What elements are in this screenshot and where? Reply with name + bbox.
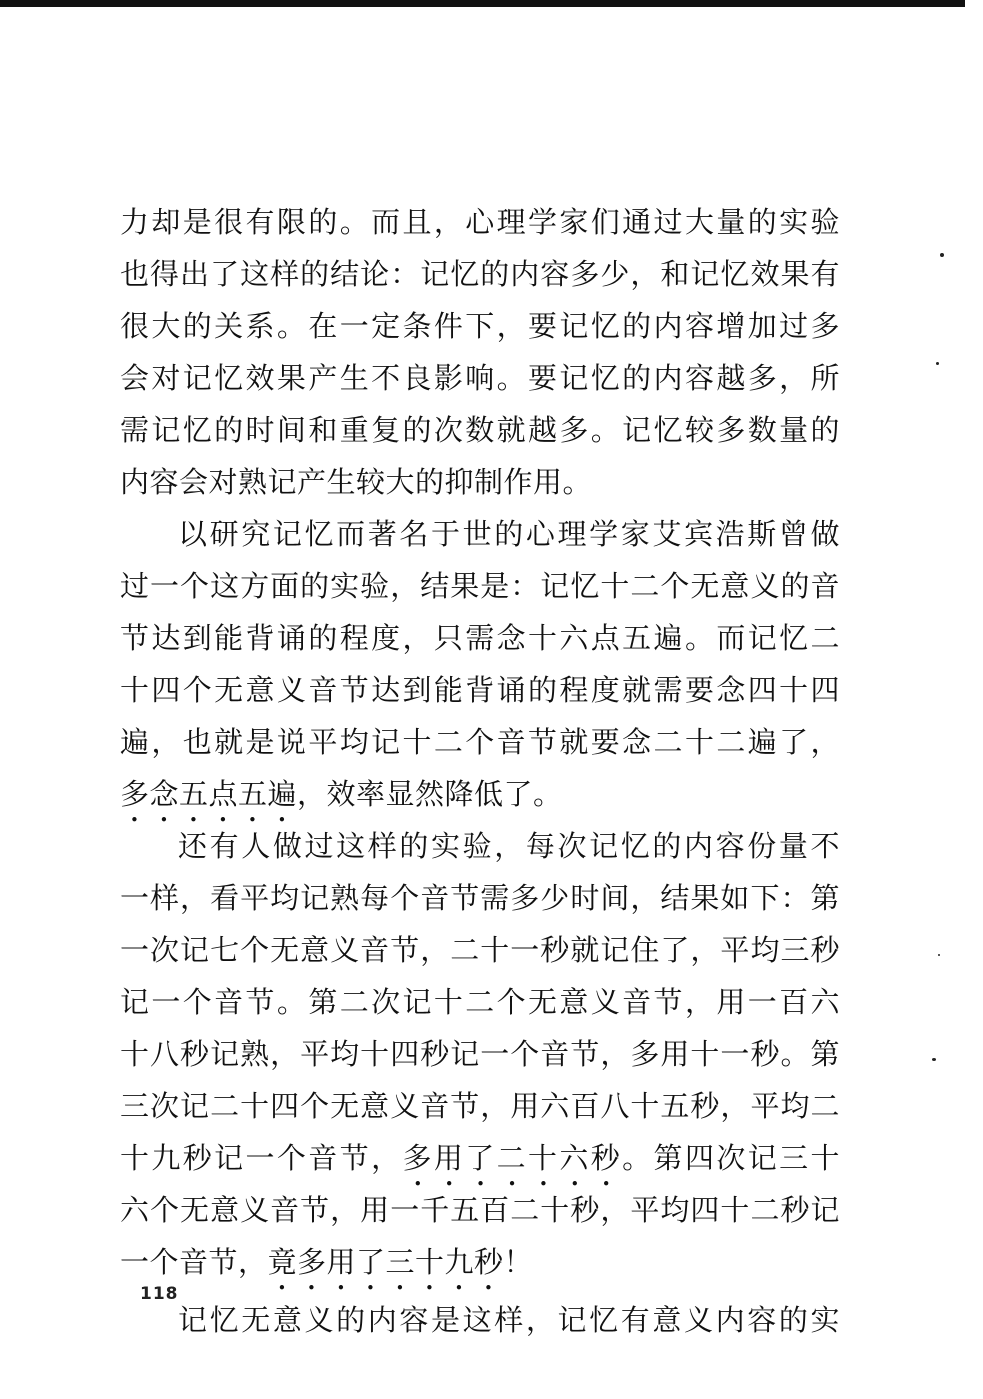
text-line bbox=[120, 768, 840, 820]
text-line bbox=[120, 1184, 840, 1236]
text-line bbox=[120, 1080, 840, 1132]
text-segment: 十九秒记一个音节， bbox=[120, 1141, 403, 1175]
emphasized-text: 竟多用了三十九秒 bbox=[267, 1245, 504, 1279]
text-segment: ，效率显然降低了。 bbox=[297, 777, 563, 811]
page-number: 118 bbox=[140, 1284, 179, 1304]
text-segment: 六个无意义音节，用一千五百二十秒，平均四十二秒记 bbox=[120, 1193, 840, 1227]
scan-speck bbox=[940, 253, 944, 257]
text-segment: 内容会对熟记产生较大的抑制作用。 bbox=[120, 465, 593, 499]
text-line bbox=[120, 1132, 840, 1184]
text-segment: 记一个音节。第二次记十二个无意义音节，用一百六 bbox=[120, 985, 840, 1019]
text-segment: 。第四次记三十 bbox=[622, 1141, 840, 1175]
text-line bbox=[120, 404, 840, 456]
top-border-rule bbox=[0, 0, 965, 7]
text-line bbox=[120, 1028, 840, 1080]
text-segment: 节达到能背诵的程度，只需念十六点五遍。而记忆二 bbox=[120, 621, 840, 655]
text-line bbox=[120, 508, 840, 560]
text-segment: 十四个无意义音节达到能背诵的程度就需要念四十四 bbox=[120, 673, 840, 707]
text-segment: 也得出了这样的结论：记忆的内容多少，和记忆效果有 bbox=[120, 257, 840, 291]
text-segment: 力却是很有限的。而且，心理学家们通过大量的实验 bbox=[120, 205, 840, 239]
scan-speck bbox=[938, 954, 940, 956]
text-segment: 一个音节， bbox=[120, 1245, 268, 1279]
text-segment: 一样，看平均记熟每个音节需多少时间，结果如下：第 bbox=[120, 881, 840, 915]
text-segment: 很大的关系。在一定条件下，要记忆的内容增加过多 bbox=[120, 309, 840, 343]
text-segment: 需记忆的时间和重复的次数就越多。记忆较多数量的 bbox=[120, 413, 840, 447]
text-segment: ！ bbox=[503, 1245, 534, 1279]
text-segment: 还有人做过这样的实验，每次记忆的内容份量不 bbox=[178, 829, 840, 863]
text-segment: 以研究记忆而著名于世的心理学家艾宾浩斯曾做 bbox=[178, 517, 840, 551]
text-segment: 会对记忆效果产生不良影响。要记忆的内容越多，所 bbox=[120, 361, 840, 395]
text-line bbox=[120, 300, 840, 352]
text-line bbox=[120, 1294, 840, 1346]
text-segment: 过一个这方面的实验，结果是：记忆十二个无意义的音 bbox=[120, 569, 840, 603]
text-segment: 十八秒记熟，平均十四秒记一个音节，多用十一秒。第 bbox=[120, 1037, 840, 1071]
text-line bbox=[120, 196, 840, 248]
text-line bbox=[120, 456, 840, 508]
text-segment: 遍，也就是说平均记十二个音节就要念二十二遍了， bbox=[120, 725, 840, 759]
scan-speck bbox=[932, 1058, 936, 1061]
text-line bbox=[120, 560, 840, 612]
text-line bbox=[120, 820, 840, 872]
text-line bbox=[120, 872, 840, 924]
emphasized-text: 多念五点五遍 bbox=[120, 777, 298, 811]
text-line bbox=[120, 612, 840, 664]
text-segment: 三次记二十四个无意义音节，用六百八十五秒，平均二 bbox=[120, 1089, 840, 1123]
text-line bbox=[120, 248, 840, 300]
text-line bbox=[120, 976, 840, 1028]
text-line bbox=[120, 924, 840, 976]
scan-speck bbox=[936, 362, 939, 365]
text-segment: 记忆无意义的内容是这样，记忆有意义内容的实 bbox=[178, 1303, 840, 1337]
text-segment: 一次记七个无意义音节，二十一秒就记住了，平均三秒 bbox=[120, 933, 840, 967]
text-line bbox=[120, 1236, 840, 1288]
body-text bbox=[120, 196, 840, 1346]
emphasized-text: 多用了二十六秒 bbox=[402, 1141, 623, 1175]
text-line bbox=[120, 716, 840, 768]
text-line bbox=[120, 664, 840, 716]
text-line bbox=[120, 352, 840, 404]
